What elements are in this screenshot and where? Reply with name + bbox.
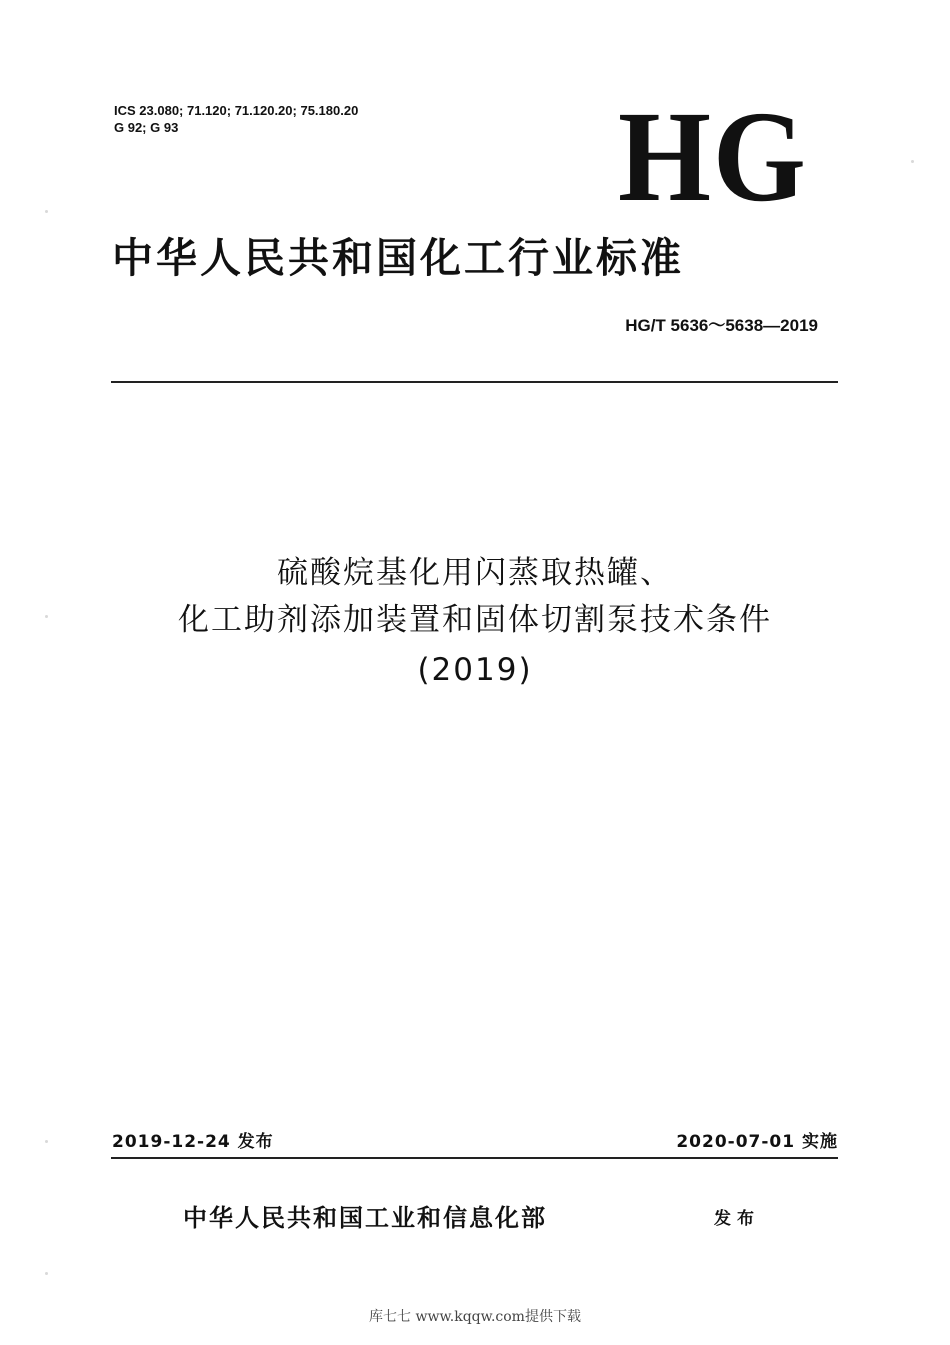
ics-line: ICS 23.080; 71.120; 71.120.20; 75.180.20 <box>114 103 359 118</box>
scan-speck <box>911 160 914 163</box>
implementation-date: 2020-07-01 实施 <box>676 1132 838 1152</box>
scan-speck <box>45 1272 48 1275</box>
scan-speck <box>45 615 48 618</box>
issuing-authority-suffix: 发布 <box>714 1209 760 1229</box>
ccs-line: G 92; G 93 <box>114 120 179 135</box>
bottom-divider <box>111 1157 838 1159</box>
issuing-authority: 中华人民共和国工业和信息化部 <box>183 1204 547 1232</box>
document-title-line-1: 硫酸烷基化用闪蒸取热罐、 <box>277 555 673 591</box>
top-divider <box>111 381 838 383</box>
standard-name: 中华人民共和国化工行业标准 <box>112 234 684 282</box>
document-title-line-2: 化工助剂添加装置和固体切割泵技术条件 <box>178 602 772 638</box>
hg-logo: HG <box>618 85 808 229</box>
scan-speck <box>45 1140 48 1143</box>
download-footer: 库七七 www.kqqw.com提供下载 <box>369 1309 581 1325</box>
standard-number: HG/T 5636～5638—2019 <box>625 316 818 335</box>
ics-classification <box>114 102 358 136</box>
document-title-year: (2019) <box>417 652 533 688</box>
scan-speck <box>45 210 48 213</box>
issue-date: 2019-12-24 发布 <box>112 1132 274 1152</box>
